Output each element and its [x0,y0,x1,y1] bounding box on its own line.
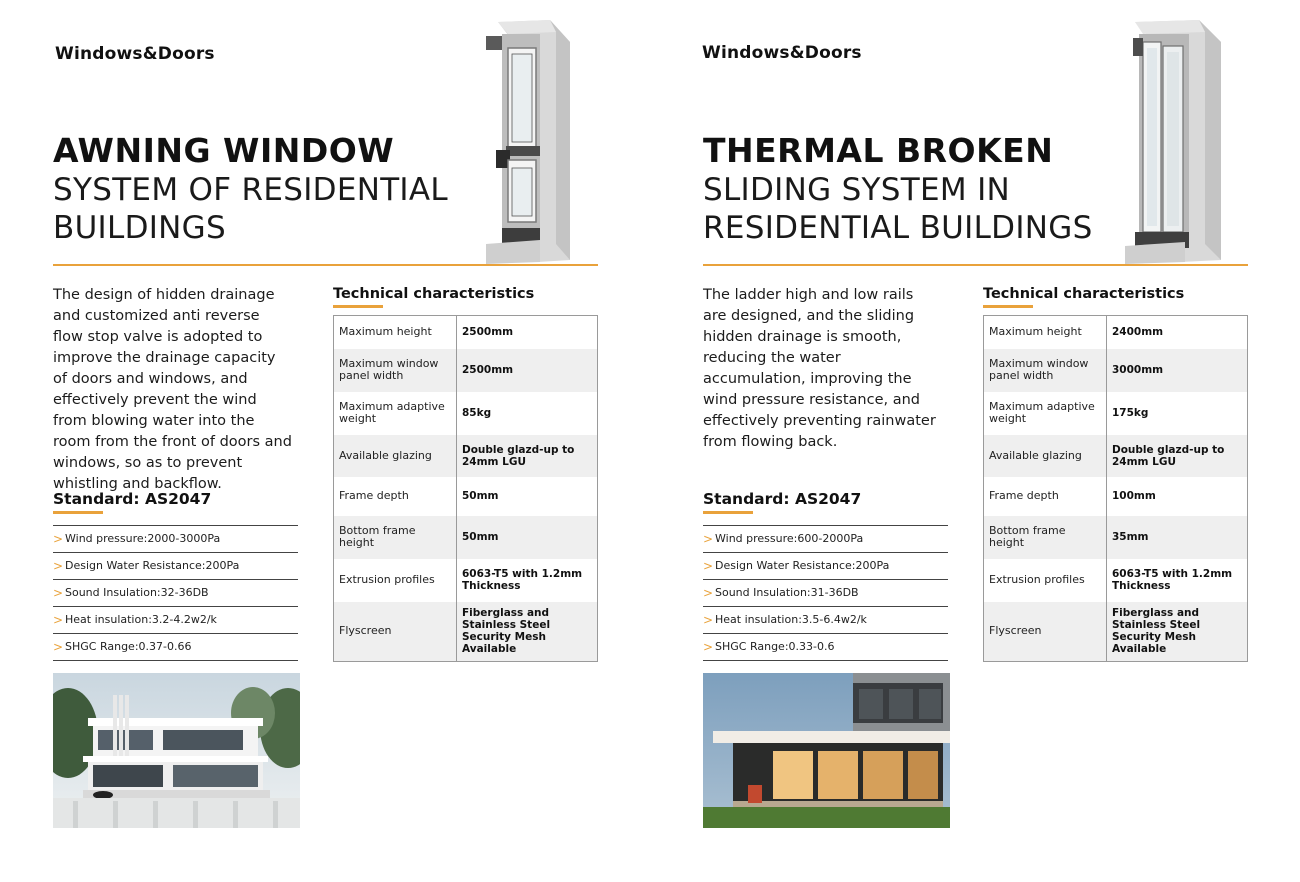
title-bold: THERMAL BROKEN [703,131,1054,170]
table-row: Flyscreen Fiberglass and Stainless Steel Security Mesh Available [984,602,1248,662]
page-thermal-broken-sliding [650,0,1300,882]
table-row: Extrusion profiles 6063-T5 with 1.2mm Thickness [334,559,598,602]
table-row: Maximum window panel width 2500mm [334,349,598,392]
brand-logo: Windows&Doors [702,43,862,63]
table-row: Bottom frame height 35mm [984,516,1248,559]
chevron-right-icon: > [53,532,64,546]
table-row: Frame depth 100mm [984,477,1248,516]
table-row: Flyscreen Fiberglass and Stainless Steel Security Mesh Available [334,602,598,662]
list-item: > Heat insulation:3.5-6.4w2/k [703,607,948,634]
title-line-3: BUILDINGS [53,210,226,246]
description-text: The design of hidden drainage and customized anti reverse flow stop valve is adopted to improve the drainage capacity of doors and windows, and effectively prevent the wind from blowing water into the room from the front of doors and windows, so as to prevent whistling and backflow. [53,287,292,492]
table-row: Maximum adaptive weight 175kg [984,392,1248,435]
title-line-3: RESIDENTIAL BUILDINGS [703,210,1093,246]
chevron-right-icon: > [703,613,714,627]
list-item: > Wind pressure:600-2000Pa [703,526,948,553]
standard-underline [703,511,753,514]
standard-heading: Standard: AS2047 [703,490,862,508]
page-title [703,131,1093,247]
performance-list [703,525,948,661]
list-item: > SHGC Range:0.33-0.6 [703,634,948,661]
list-item: > Design Water Resistance:200Pa [703,553,948,580]
technical-heading: Technical characteristics [333,286,535,302]
sliding-profile-illustration [1115,18,1225,268]
list-item: > Wind pressure:2000-3000Pa [53,526,298,553]
list-item: > Design Water Resistance:200Pa [53,553,298,580]
chevron-right-icon: > [53,586,64,600]
title-divider [53,264,598,266]
technical-heading: Technical characteristics [983,286,1185,302]
chevron-right-icon: > [703,559,714,573]
performance-list [53,525,298,661]
title-bold: AWNING WINDOW [53,131,395,170]
table-row: Available glazing Double glazd-up to 24mm LGU [984,435,1248,477]
list-item: > Sound Insulation:31-36DB [703,580,948,607]
chevron-right-icon: > [53,559,64,573]
table-row: Bottom frame height 50mm [334,516,598,559]
table-row: Frame depth 50mm [334,477,598,516]
window-profile-illustration [478,18,578,268]
technical-underline [333,305,383,308]
chevron-right-icon: > [703,532,714,546]
standard-heading: Standard: AS2047 [53,490,212,508]
chevron-right-icon: > [703,586,714,600]
standard-underline [53,511,103,514]
chevron-right-icon: > [53,613,64,627]
chevron-right-icon: > [703,640,714,654]
house-photo [703,673,950,828]
title-divider [703,264,1248,266]
technical-underline [983,305,1033,308]
list-item: > SHGC Range:0.37-0.66 [53,634,298,661]
list-item: > Sound Insulation:32-36DB [53,580,298,607]
list-item: > Heat insulation:3.2-4.2w2/k [53,607,298,634]
table-row: Maximum adaptive weight 85kg [334,392,598,435]
table-row: Maximum window panel width 3000mm [984,349,1248,392]
table-row: Maximum height 2400mm [984,316,1248,349]
spec-table [983,315,1248,662]
house-photo [53,673,300,828]
title-line-2: SLIDING SYSTEM IN [703,172,1011,208]
table-row: Available glazing Double glazd-up to 24mm LGU [334,435,598,477]
description-text: The ladder high and low rails are designed, and the sliding hidden drainage is smooth, reducing the water accumulation, improving the wind pressure resistance, and effectively preventing rainwater from flowing back. [703,287,936,450]
spec-table [333,315,598,662]
brand-logo: Windows&Doors [55,44,215,64]
table-row: Extrusion profiles 6063-T5 with 1.2mm Thickness [984,559,1248,602]
title-line-2: SYSTEM OF RESIDENTIAL [53,172,448,208]
table-row: Maximum height 2500mm [334,316,598,349]
page-title [53,131,448,247]
chevron-right-icon: > [53,640,64,654]
